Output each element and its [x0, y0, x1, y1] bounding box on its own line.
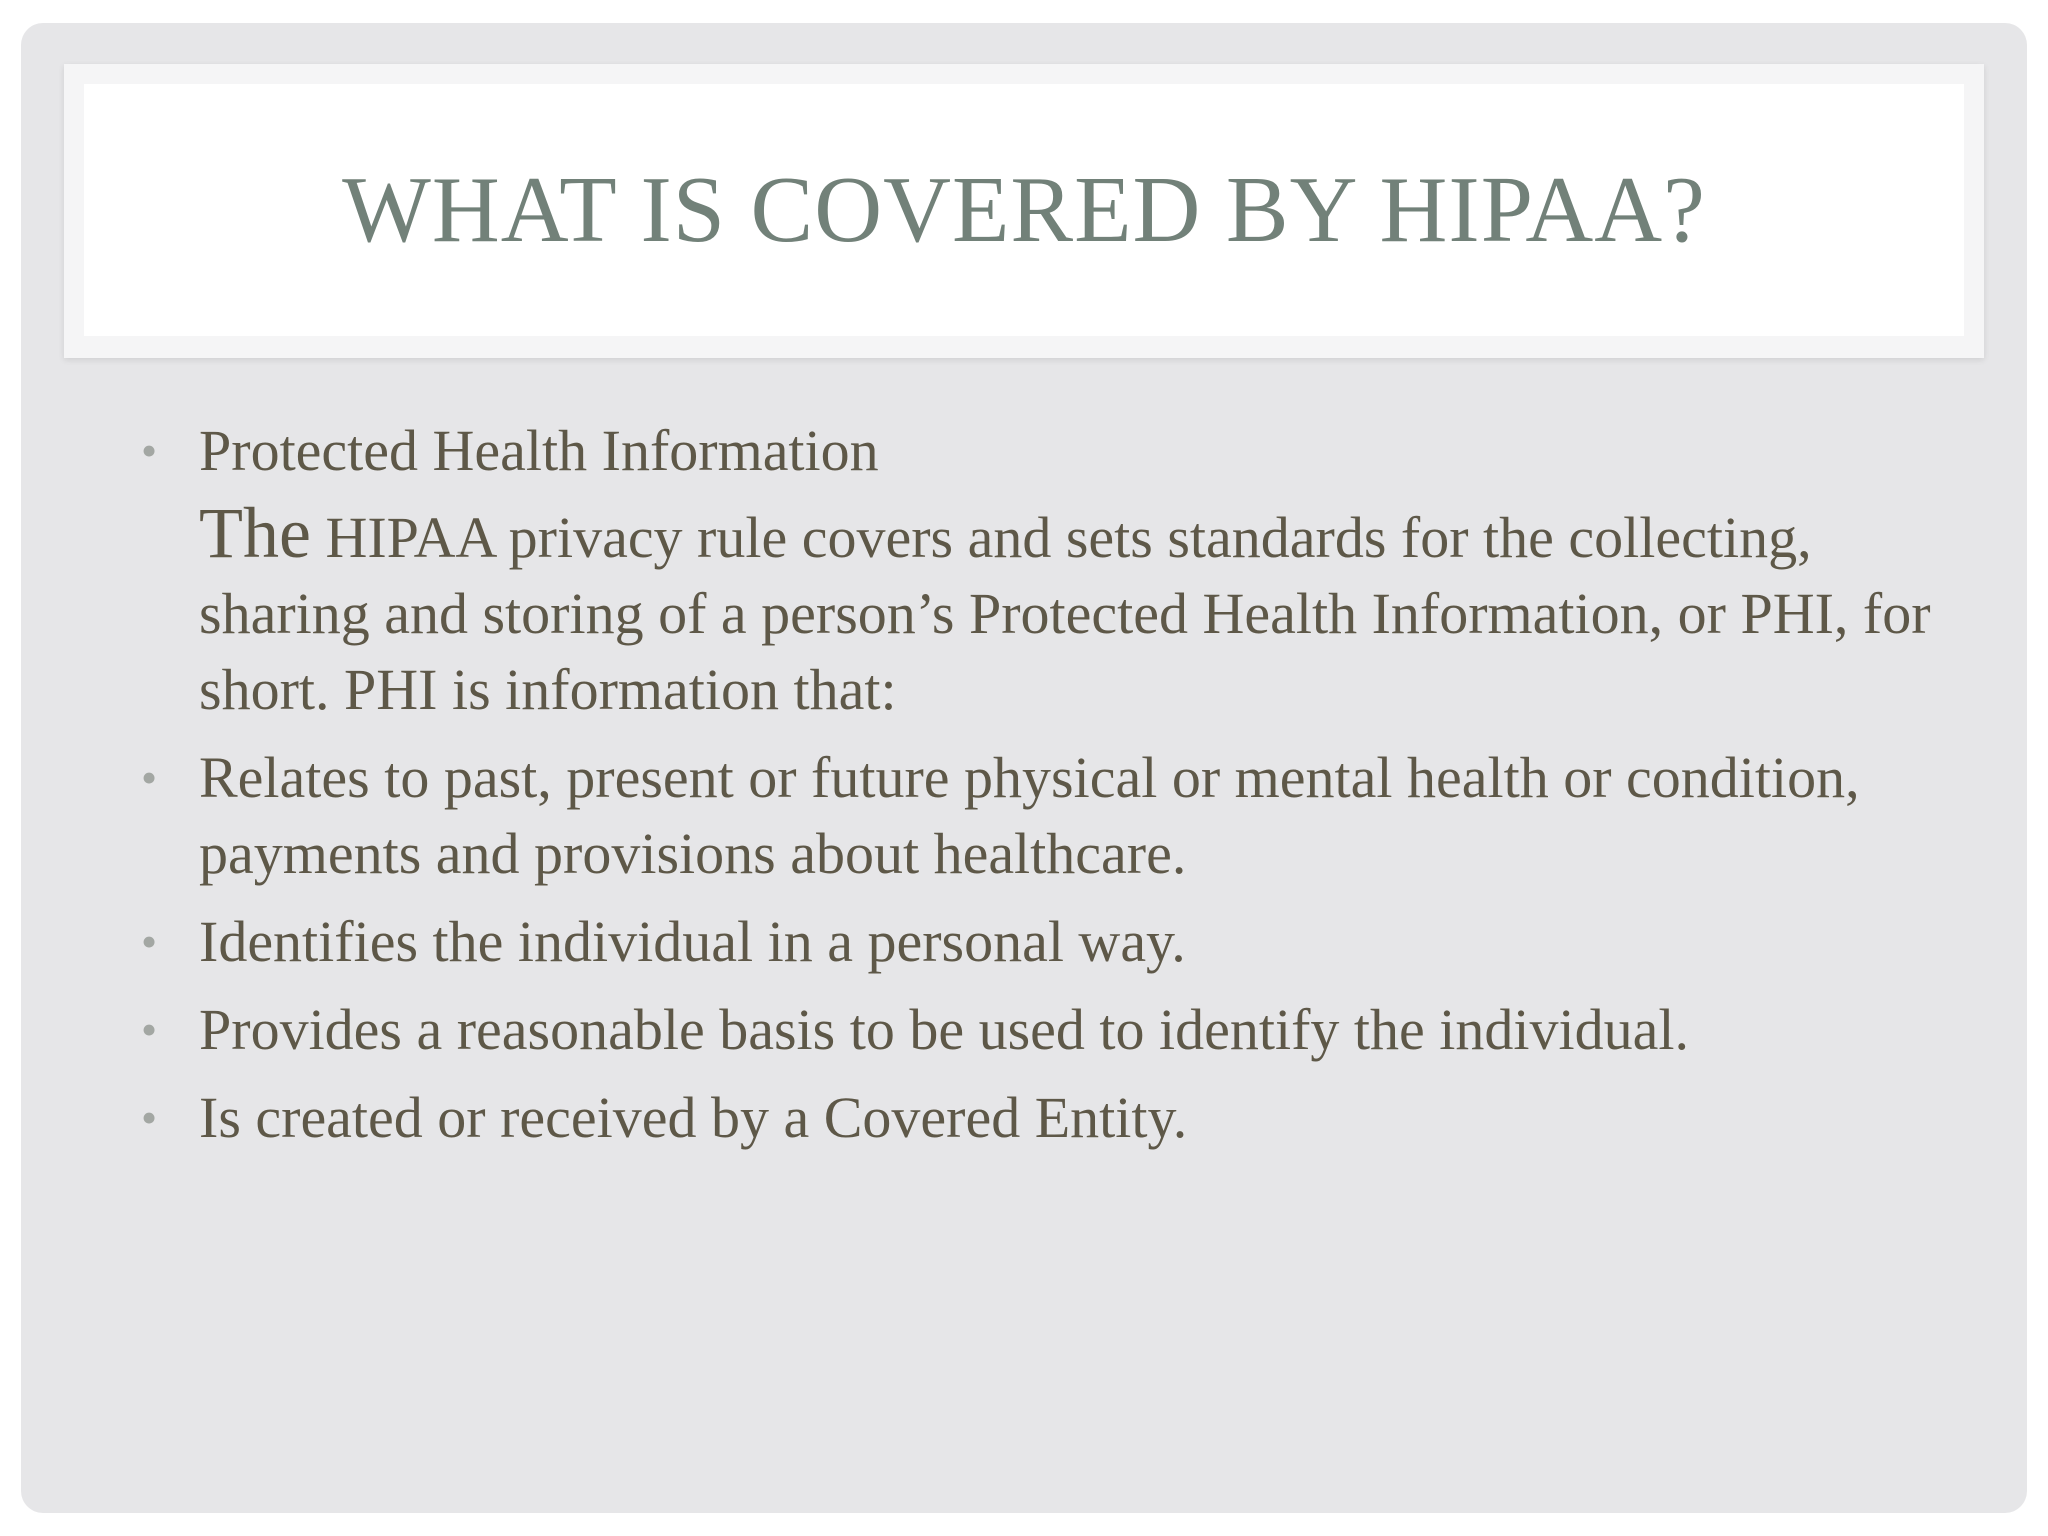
bullet-dot-icon: • — [141, 425, 158, 476]
title-frame — [64, 64, 1984, 358]
bullet-text: Protected Health Information — [199, 418, 879, 483]
intro-paragraph-text: HIPAA privacy rule covers and sets standards for the collecting, sharing and storing of a person’s Protected Health Information, or PHI, for short. PHI is information that: — [199, 505, 1931, 722]
bullet-item — [137, 413, 1937, 489]
bullet-text: Is created or received by a Covered Entity. — [199, 1085, 1188, 1150]
bullet-item — [137, 992, 1937, 1068]
bullet-item — [137, 740, 1937, 892]
slide — [21, 23, 2027, 1513]
bullet-text: Provides a reasonable basis to be used to identify the individual. — [199, 997, 1689, 1062]
intro-paragraph — [137, 495, 1937, 728]
bullet-text: Identifies the individual in a personal way. — [199, 909, 1186, 974]
bullet-dot-icon: • — [141, 752, 158, 803]
bullet-item — [137, 904, 1937, 980]
title-box — [84, 84, 1964, 336]
bullet-dot-icon: • — [141, 916, 158, 967]
bullet-dot-icon: • — [141, 1092, 158, 1143]
slide-body — [137, 413, 1937, 1168]
bullet-text: Relates to past, present or future physical or mental health or condition, payments and provisions about healthcare. — [199, 745, 1860, 886]
bullet-item — [137, 1080, 1937, 1156]
slide-title: WHAT IS COVERED BY HIPAA? — [342, 158, 1706, 262]
bullet-dot-icon: • — [141, 1004, 158, 1055]
intro-paragraph-lead: The — [199, 493, 311, 573]
